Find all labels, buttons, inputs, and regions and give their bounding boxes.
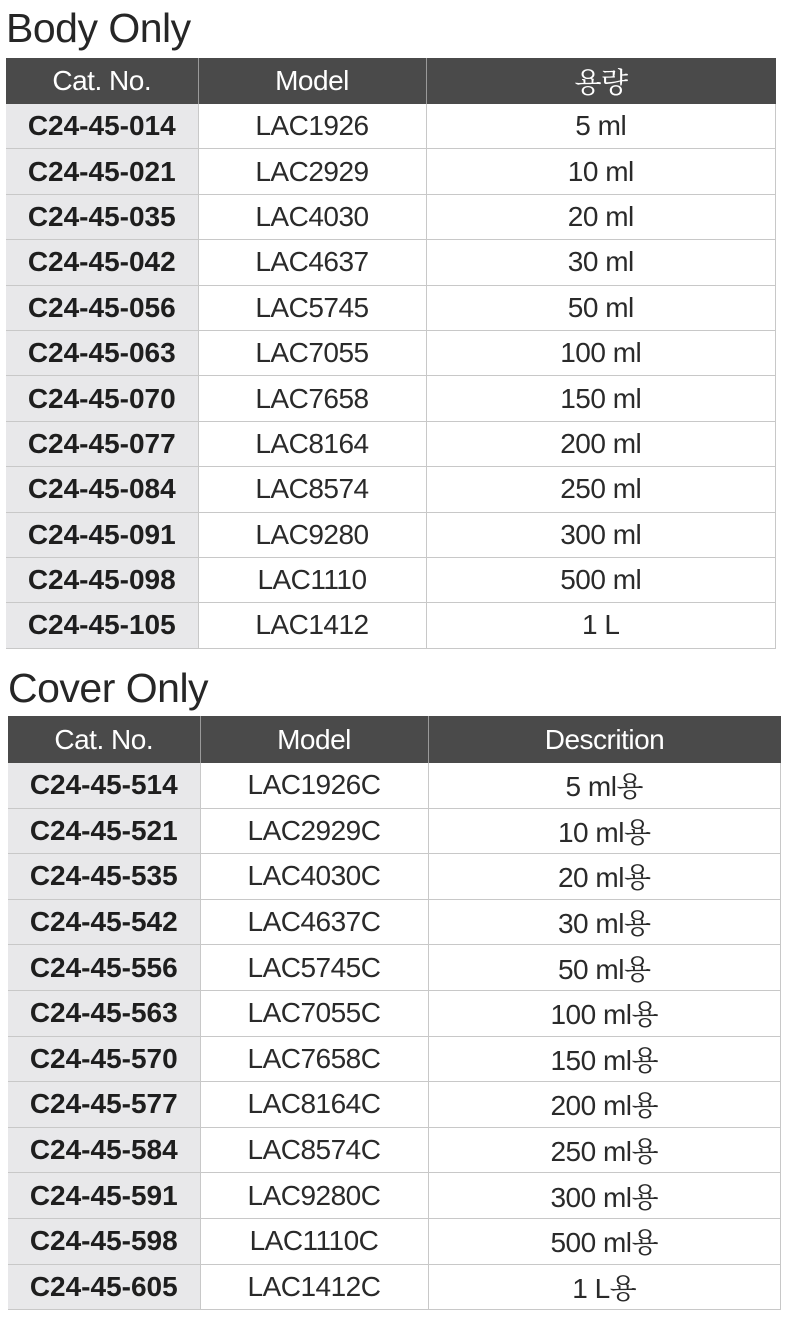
capacity-cell: 250 ml용 [428,1127,781,1173]
column-header-cat-no: Cat. No. [6,58,198,104]
model-cell: LAC7055C [200,990,428,1036]
cat-no-cell: C24-45-035 [6,194,198,239]
model-cell: LAC7658 [198,376,426,421]
capacity-cell: 5 ml [426,104,776,149]
cat-no-cell: C24-45-042 [6,240,198,285]
table-row [8,763,781,808]
table-row [8,808,781,854]
table-row [8,945,781,991]
cat-no-cell: C24-45-542 [8,899,200,945]
capacity-cell: 200 ml용 [428,1082,781,1128]
capacity-cell: 100 ml [426,330,776,375]
column-header-model: Model [200,716,428,763]
cat-no-cell: C24-45-563 [8,990,200,1036]
body-only-table-rows [6,104,776,648]
column-header-cat-no: Cat. No. [8,716,200,763]
model-cell: LAC5745 [198,285,426,330]
table-header-row [6,58,776,104]
model-cell: LAC4637C [200,899,428,945]
model-cell: LAC1110 [198,557,426,602]
table-row [8,1218,781,1264]
cover-only-table [8,716,781,1310]
capacity-cell: 1 L [426,603,776,648]
cat-no-cell: C24-45-556 [8,945,200,991]
cat-no-cell: C24-45-077 [6,421,198,466]
model-cell: LAC1926 [198,104,426,149]
table-row [8,990,781,1036]
capacity-cell: 250 ml [426,467,776,512]
table-row [6,285,776,330]
capacity-cell: 5 ml용 [428,763,781,808]
capacity-cell: 10 ml용 [428,808,781,854]
cat-no-cell: C24-45-091 [6,512,198,557]
capacity-cell: 20 ml [426,194,776,239]
column-header-description: Descrition [428,716,781,763]
model-cell: LAC4030C [200,854,428,900]
table-row [8,1264,781,1310]
cat-no-cell: C24-45-521 [8,808,200,854]
capacity-cell: 10 ml [426,149,776,194]
table-row [6,467,776,512]
model-cell: LAC8164 [198,421,426,466]
table-row [6,194,776,239]
table-row [8,1127,781,1173]
capacity-cell: 300 ml용 [428,1173,781,1219]
body-only-title: Body Only [6,5,191,51]
model-cell: LAC8574C [200,1127,428,1173]
cat-no-cell: C24-45-591 [8,1173,200,1219]
capacity-cell: 200 ml [426,421,776,466]
cat-no-cell: C24-45-535 [8,854,200,900]
cat-no-cell: C24-45-605 [8,1264,200,1310]
model-cell: LAC9280C [200,1173,428,1219]
table-row [6,330,776,375]
model-cell: LAC4637 [198,240,426,285]
capacity-cell: 500 ml용 [428,1218,781,1264]
table-row [8,1036,781,1082]
cat-no-cell: C24-45-570 [8,1036,200,1082]
body-only-table [6,58,776,649]
cat-no-cell: C24-45-598 [8,1218,200,1264]
model-cell: LAC7055 [198,330,426,375]
cat-no-cell: C24-45-098 [6,557,198,602]
cat-no-cell: C24-45-584 [8,1127,200,1173]
capacity-cell: 50 ml [426,285,776,330]
capacity-cell: 20 ml용 [428,854,781,900]
capacity-cell: 150 ml용 [428,1036,781,1082]
table-row [6,149,776,194]
cat-no-cell: C24-45-063 [6,330,198,375]
capacity-cell: 30 ml용 [428,899,781,945]
cover-only-table-rows [8,763,781,1310]
cat-no-cell: C24-45-577 [8,1082,200,1128]
table-header-row [8,716,781,763]
capacity-cell: 1 L용 [428,1264,781,1310]
cat-no-cell: C24-45-070 [6,376,198,421]
model-cell: LAC8164C [200,1082,428,1128]
model-cell: LAC2929C [200,808,428,854]
capacity-cell: 150 ml [426,376,776,421]
table-row [6,104,776,149]
model-cell: LAC1110C [200,1218,428,1264]
model-cell: LAC7658C [200,1036,428,1082]
cat-no-cell: C24-45-056 [6,285,198,330]
model-cell: LAC1926C [200,763,428,808]
model-cell: LAC5745C [200,945,428,991]
cat-no-cell: C24-45-105 [6,603,198,648]
table-row [6,603,776,648]
cat-no-cell: C24-45-514 [8,763,200,808]
cat-no-cell: C24-45-021 [6,149,198,194]
table-row [6,557,776,602]
column-header-model: Model [198,58,426,104]
model-cell: LAC9280 [198,512,426,557]
table-row [8,1082,781,1128]
model-cell: LAC1412C [200,1264,428,1310]
capacity-cell: 500 ml [426,557,776,602]
cat-no-cell: C24-45-084 [6,467,198,512]
model-cell: LAC1412 [198,603,426,648]
table-row [8,1173,781,1219]
capacity-cell: 30 ml [426,240,776,285]
capacity-cell: 100 ml용 [428,990,781,1036]
model-cell: LAC2929 [198,149,426,194]
table-row [6,512,776,557]
capacity-cell: 300 ml [426,512,776,557]
column-header-capacity: 용량 [426,58,776,104]
model-cell: LAC8574 [198,467,426,512]
capacity-cell: 50 ml용 [428,945,781,991]
table-row [6,240,776,285]
model-cell: LAC4030 [198,194,426,239]
table-row [8,854,781,900]
cover-only-title: Cover Only [8,665,209,711]
table-row [8,899,781,945]
table-row [6,376,776,421]
table-row [6,421,776,466]
cat-no-cell: C24-45-014 [6,104,198,149]
